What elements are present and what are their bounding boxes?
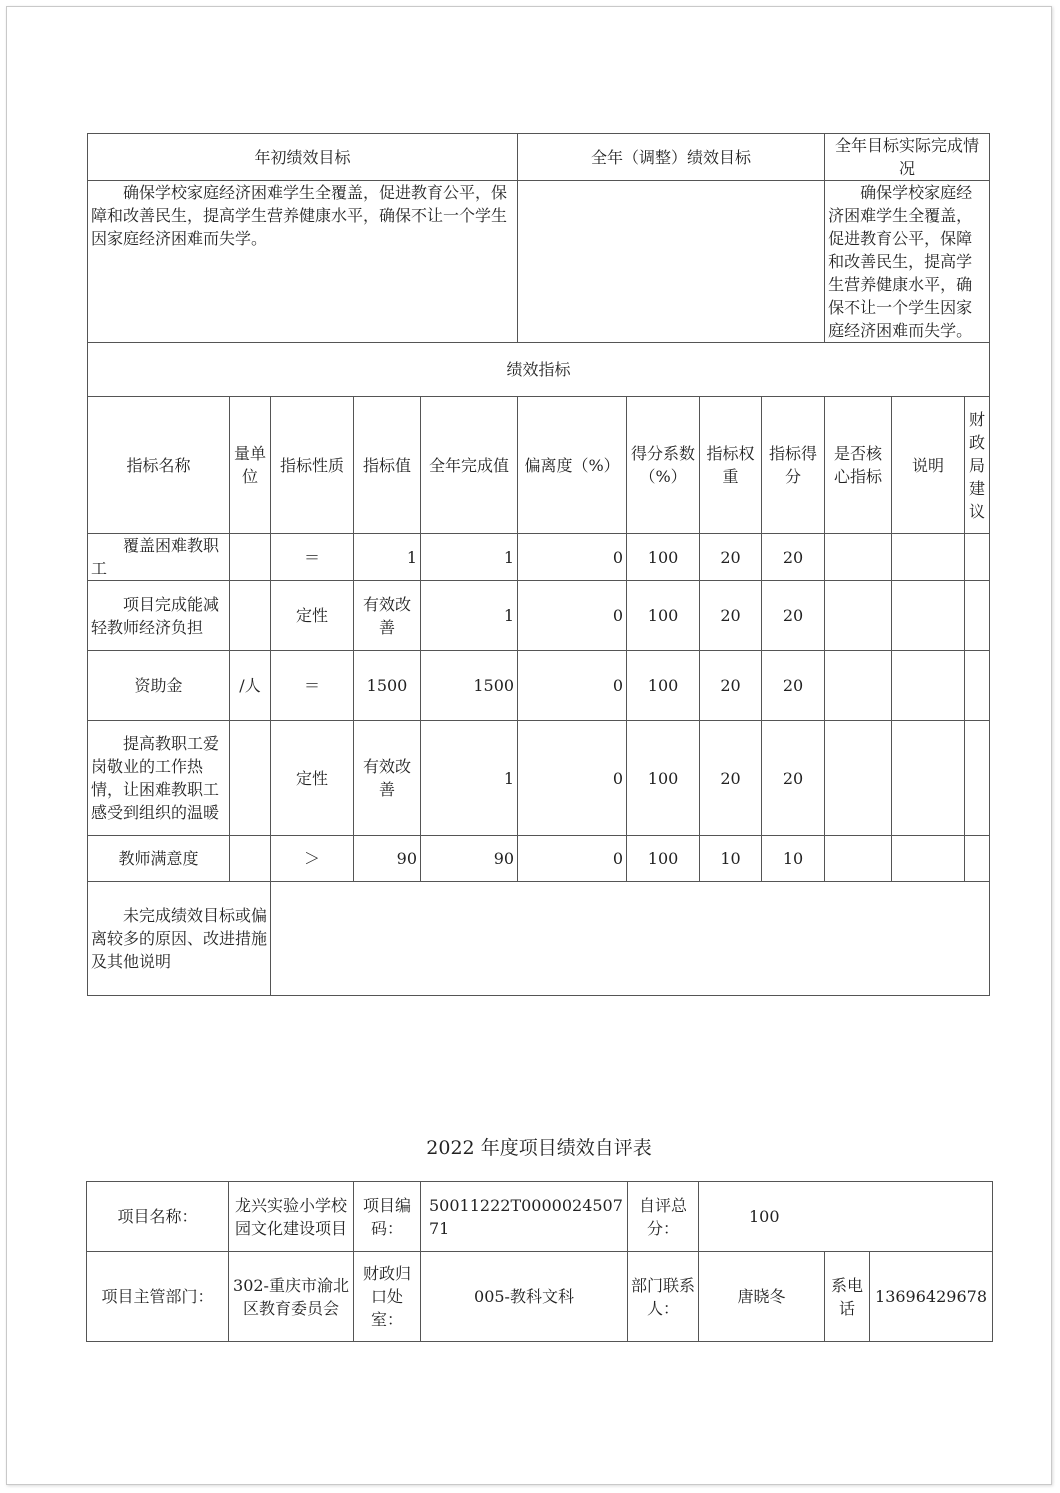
indicator-coef: 100 — [627, 836, 700, 882]
indicator-coef: 100 — [627, 651, 700, 721]
project-code-label: 项目编码： — [354, 1182, 421, 1252]
indicator-nature: 定性 — [271, 581, 354, 651]
indicator-coef: 100 — [627, 721, 700, 836]
col-nature-header: 指标性质 — [271, 397, 354, 534]
indicator-weight: 20 — [700, 534, 762, 581]
actual-completion-header: 全年目标实际完成情况 — [825, 134, 990, 181]
adjusted-goal-text — [518, 181, 825, 343]
indicator-target: 有效改善 — [354, 581, 421, 651]
initial-goal-text: 确保学校家庭经济困难学生全覆盖，促进教育公平，保障和改善民生，提高学生营养健康水平，确保不让一个学生因家庭经济困难而失学。 — [88, 181, 518, 343]
indicator-core — [825, 721, 892, 836]
indicator-nature: ＝ — [271, 651, 354, 721]
indicator-bureau — [965, 581, 990, 651]
remark-label: 未完成绩效目标或偏离较多的原因、改进措施及其他说明 — [88, 882, 271, 996]
table-row — [88, 534, 990, 581]
table-row — [88, 721, 990, 836]
indicator-columns-row — [88, 397, 990, 534]
indicator-weight: 20 — [700, 721, 762, 836]
indicator-score: 10 — [762, 836, 825, 882]
indicator-core — [825, 651, 892, 721]
phone-value: 13696429678 — [870, 1252, 993, 1342]
indicator-unit: /人 — [230, 651, 271, 721]
indicator-weight: 10 — [700, 836, 762, 882]
indicator-deviation: 0 — [518, 534, 627, 581]
col-unit-header: 量单位 — [230, 397, 271, 534]
indicator-unit — [230, 721, 271, 836]
project-name-label: 项目名称： — [87, 1182, 229, 1252]
indicator-deviation: 0 — [518, 721, 627, 836]
contact-label: 部门联系人： — [628, 1252, 699, 1342]
indicator-bureau — [965, 721, 990, 836]
indicator-note — [892, 651, 965, 721]
dept-value: 302-重庆市渝北区教育委员会 — [229, 1252, 354, 1342]
col-name-header: 指标名称 — [88, 397, 230, 534]
indicator-target: 1 — [354, 534, 421, 581]
indicator-bureau — [965, 534, 990, 581]
indicator-name: 覆盖困难教职工 — [88, 534, 230, 581]
indicator-score: 20 — [762, 581, 825, 651]
col-weight-header: 指标权重 — [700, 397, 762, 534]
self-eval-row — [87, 1252, 993, 1342]
indicator-name: 提高教职工爱岗敬业的工作热情，让困难教职工感受到组织的温暖 — [88, 721, 230, 836]
indicator-unit — [230, 534, 271, 581]
indicator-target: 有效改善 — [354, 721, 421, 836]
indicators-title: 绩效指标 — [88, 343, 990, 397]
indicator-deviation: 0 — [518, 581, 627, 651]
col-core-header: 是否核心指标 — [825, 397, 892, 534]
indicator-actual: 1 — [421, 721, 518, 836]
indicator-bureau — [965, 651, 990, 721]
table-row — [88, 581, 990, 651]
phone-label: 系电话 — [825, 1252, 870, 1342]
col-note-header: 说明 — [892, 397, 965, 534]
indicator-target: 1500 — [354, 651, 421, 721]
indicator-nature: ＝ — [271, 534, 354, 581]
table-row — [88, 651, 990, 721]
self-eval-row — [87, 1182, 993, 1252]
indicator-deviation: 0 — [518, 836, 627, 882]
indicator-name: 教师满意度 — [88, 836, 230, 882]
total-score-value: 100 — [699, 1182, 993, 1252]
indicator-actual: 1 — [421, 534, 518, 581]
project-name-value: 龙兴实验小学校园文化建设项目 — [229, 1182, 354, 1252]
col-actual-header: 全年完成值 — [421, 397, 518, 534]
indicator-core — [825, 581, 892, 651]
indicator-actual: 1 — [421, 581, 518, 651]
self-eval-title: 2022 年度项目绩效自评表 — [426, 1137, 652, 1159]
total-score-label: 自评总分： — [628, 1182, 699, 1252]
indicator-unit — [230, 581, 271, 651]
initial-goal-header: 年初绩效目标 — [88, 134, 518, 181]
col-coef-header: 得分系数（%） — [627, 397, 700, 534]
col-target-header: 指标值 — [354, 397, 421, 534]
indicator-actual: 90 — [421, 836, 518, 882]
goals-content-row — [88, 181, 990, 343]
indicator-deviation: 0 — [518, 651, 627, 721]
indicator-unit — [230, 836, 271, 882]
indicators-title-row — [88, 343, 990, 397]
indicator-note — [892, 534, 965, 581]
project-code-value: 50011222T000002450771 — [421, 1182, 628, 1252]
indicator-score: 20 — [762, 651, 825, 721]
goals-header-row — [88, 134, 990, 181]
indicator-name: 项目完成能减轻教师经济负担 — [88, 581, 230, 651]
indicator-nature: ＞ — [271, 836, 354, 882]
col-bureau-header: 财政局建议 — [965, 397, 990, 534]
indicator-coef: 100 — [627, 581, 700, 651]
performance-goals-table — [87, 133, 990, 996]
indicator-score: 20 — [762, 534, 825, 581]
adjusted-goal-header: 全年（调整）绩效目标 — [518, 134, 825, 181]
indicator-target: 90 — [354, 836, 421, 882]
finance-label: 财政归口处室： — [354, 1252, 421, 1342]
indicator-note — [892, 836, 965, 882]
indicator-core — [825, 836, 892, 882]
indicator-weight: 20 — [700, 581, 762, 651]
col-score-header: 指标得分 — [762, 397, 825, 534]
indicator-note — [892, 721, 965, 836]
indicator-actual: 1500 — [421, 651, 518, 721]
contact-value: 唐晓冬 — [699, 1252, 825, 1342]
finance-value: 005-教科文科 — [421, 1252, 628, 1342]
dept-label: 项目主管部门： — [87, 1252, 229, 1342]
actual-completion-text: 确保学校家庭经济困难学生全覆盖，促进教育公平，保障和改善民生，提高学生营养健康水平，确保不让一个学生因家庭经济困难而失学。 — [825, 181, 990, 343]
indicator-nature: 定性 — [271, 721, 354, 836]
remark-value — [271, 882, 990, 996]
remark-row — [88, 882, 990, 996]
indicator-core — [825, 534, 892, 581]
indicator-name: 资助金 — [88, 651, 230, 721]
indicator-weight: 20 — [700, 651, 762, 721]
indicator-bureau — [965, 836, 990, 882]
indicator-score: 20 — [762, 721, 825, 836]
indicator-coef: 100 — [627, 534, 700, 581]
col-deviation-header: 偏离度（%） — [518, 397, 627, 534]
table-row — [88, 836, 990, 882]
indicator-note — [892, 581, 965, 651]
self-eval-table — [86, 1181, 993, 1342]
